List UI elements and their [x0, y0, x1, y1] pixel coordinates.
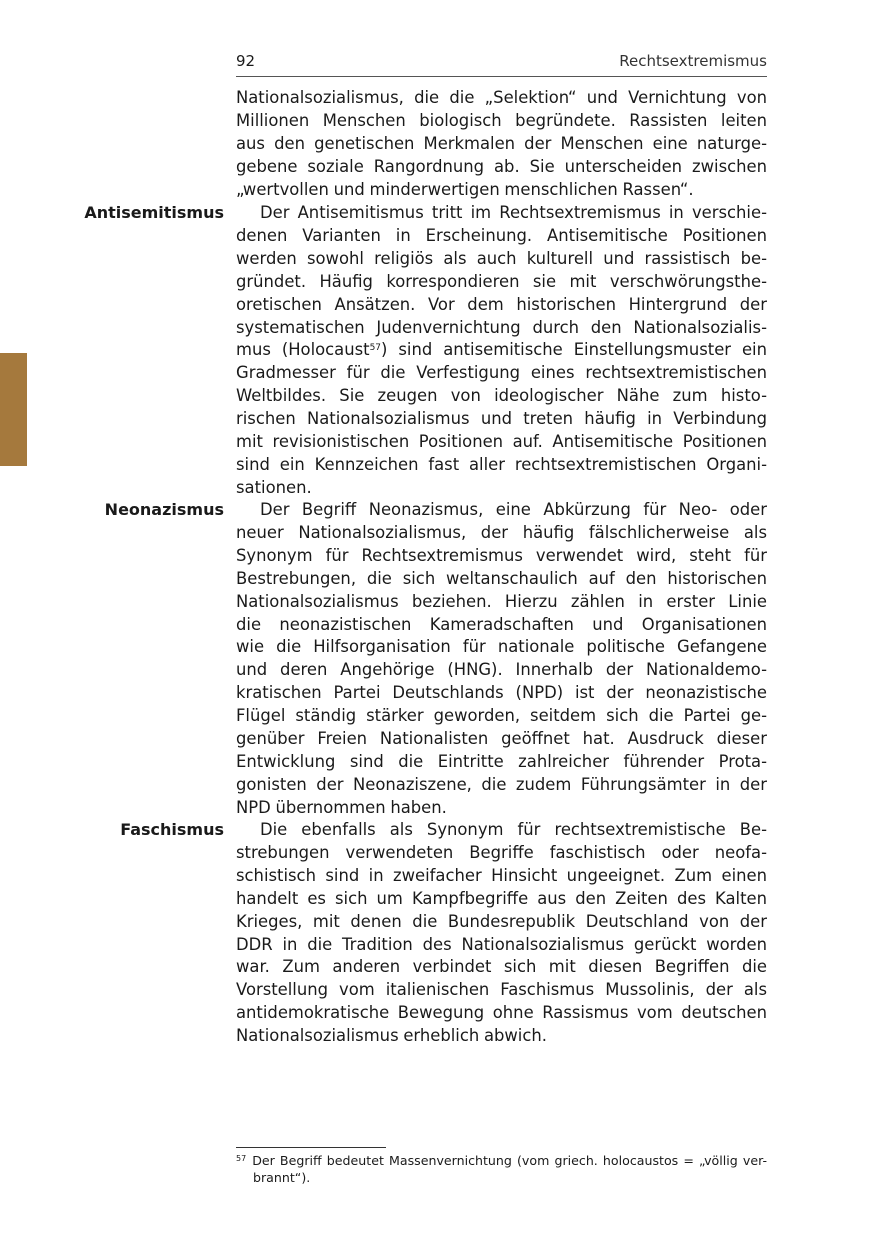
text-line: Gradmesser für die Verfestigung eines rechtsextremistischen [236, 363, 767, 383]
footnote-reference[interactable]: 57 [369, 343, 382, 354]
margin-label-neonazismus: Neonazismus [104, 500, 224, 519]
margin-label-antisemitismus: Antisemitismus [84, 203, 224, 222]
text-line: Vorstellung vom italienischen Faschismus Mussolinis, der als [236, 980, 767, 1000]
paragraph-antisemitismus [236, 202, 767, 500]
text-line: aus den genetischen Merkmalen der Menschen eine naturge- [236, 133, 767, 153]
text-line: sationen. [236, 477, 312, 497]
text-line: oretischen Ansätzen. Vor dem historischen Hintergrund der [236, 294, 767, 314]
footnote [236, 1151, 767, 1186]
text-line: „wertvollen und minderwertigen menschlichen Rassen“. [236, 179, 694, 199]
text-line: die neonazistischen Kameradschaften und Organisationen [236, 614, 767, 634]
margin-label-faschismus: Faschismus [120, 820, 224, 839]
text-line: rischen Nationalsozialismus und treten häufig in Verbindung [236, 409, 767, 429]
text-line: Flügel ständig stärker geworden, seitdem sich die Partei ge- [236, 706, 767, 726]
paragraph-neonazismus [236, 499, 767, 820]
text-line: handelt es sich um Kampfbegriffe aus den Zeiten des Kalten [236, 888, 767, 908]
text-line: und deren Angehörige (HNG). Innerhalb der Nationaldemo- [236, 660, 767, 680]
footnote-text: Der Begriff bedeutet Massenvernichtung (vom griech. holocaustos = „völlig ver- [252, 1153, 767, 1168]
text-line: Nationalsozialismus beziehen. Hierzu zählen in erster Linie [236, 591, 767, 611]
text-line: genüber Freien Nationalisten geöffnet hat. Ausdruck dieser [236, 729, 767, 749]
text-line: sind ein Kennzeichen fast aller rechtsextremistischen Organi- [236, 454, 767, 474]
text-line: gebene soziale Rangordnung ab. Sie unterscheiden zwischen [236, 156, 767, 176]
running-head: Rechtsextremismus [619, 52, 767, 70]
text-line: werden sowohl religiös als auch kulturell und rassistisch be- [236, 248, 767, 268]
text-line: Nationalsozialismus erheblich abwich. [236, 1026, 547, 1046]
text-line: systematischen Judenvernichtung durch den Nationalsozialis- [236, 317, 767, 337]
text-line: schistisch sind in zweifacher Hinsicht ungeeignet. Zum einen [236, 865, 767, 885]
text-line: mit revisionistischen Positionen auf. Antisemitische Positionen [236, 432, 767, 452]
text-line: kratischen Partei Deutschlands (NPD) ist der neonazistische [236, 683, 767, 703]
text-line: Der Begriff Neonazismus, eine Abkürzung für Neo- oder [260, 500, 767, 519]
footnote-rule [236, 1147, 386, 1148]
text-line: gründet. Häufig korrespondieren sie mit verschwörungsthe- [236, 271, 767, 291]
text-line: DDR in die Tradition des Nationalsozialismus gerückt worden [236, 934, 767, 954]
text-fragment: ) sind antisemitische Einstellungsmuster ein [381, 340, 767, 360]
text-line: Synonym für Rechtsextremismus verwendet wird, steht für [236, 545, 767, 565]
footnote-number: 57 [236, 1154, 247, 1163]
text-line: wie die Hilfsorganisation für nationale politische Gefangene [236, 637, 767, 657]
text-fragment: mus (Holocaust [236, 340, 370, 360]
text-line: Weltbildes. Sie zeugen von ideologischer Nähe zum histo- [236, 386, 767, 406]
footnote-line [236, 1151, 767, 1170]
text-line: neuer Nationalsozialismus, der häufig fälschlicherweise als [236, 522, 767, 542]
text-line-with-footnote [236, 339, 767, 362]
page-number: 92 [236, 52, 256, 70]
paragraph-intro [236, 87, 767, 202]
text-line: Krieges, mit denen die Bundesrepublik Deutschland von der [236, 911, 767, 931]
text-line: strebungen verwendeten Begriffe faschistisch oder neofa- [236, 842, 767, 862]
text-line: antidemokratische Bewegung ohne Rassismus vom deutschen [236, 1003, 767, 1023]
text-line: denen Varianten in Erscheinung. Antisemitische Positionen [236, 225, 767, 245]
header-rule [236, 76, 767, 77]
text-line: Die ebenfalls als Synonym für rechtsextremistische Be- [260, 820, 767, 839]
text-line: Nationalsozialismus, die die „Selektion“ und Vernichtung von [236, 88, 767, 107]
text-line: NPD übernommen haben. [236, 797, 447, 817]
text-line: gonisten der Neonaziszene, die zudem Führungsämter in der [236, 774, 767, 794]
paragraph-faschismus [236, 819, 767, 1048]
footnote-line: brannt“). [253, 1169, 311, 1185]
text-line: Der Antisemitismus tritt im Rechtsextremismus in verschie- [260, 203, 767, 222]
text-line: war. Zum anderen verbindet sich mit diesen Begriffen die [236, 957, 767, 977]
text-line: Entwicklung sind die Eintritte zahlreicher führender Prota- [236, 751, 767, 771]
text-line: Bestrebungen, die sich weltanschaulich auf den historischen [236, 568, 767, 588]
text-line: Millionen Menschen biologisch begründete. Rassisten leiten [236, 110, 767, 130]
chapter-edge-tab [0, 353, 27, 466]
